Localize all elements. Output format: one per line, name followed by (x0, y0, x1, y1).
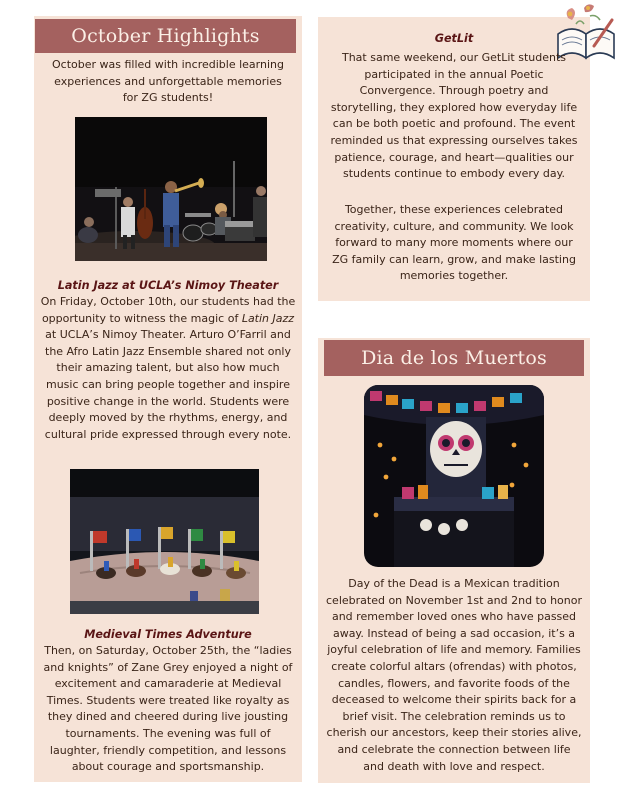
latin-jazz-emphasis: Latin Jazz (241, 311, 295, 325)
medieval-times-photo (70, 469, 259, 614)
day-of-the-dead-altar-photo (364, 385, 544, 567)
latin-jazz-heading: Latin Jazz at UCLA’s Nimoy Theater (57, 279, 279, 292)
getlit-body: That same weekend, our GetLit students participated in the annual Poetic Convergence. Through poetry and storytelling, they explored how everyday life can be both poetic and profound. The event reminded us that expressing ourselves takes patience, courage, and heart—qualities our students continue to embody every day. (330, 51, 578, 181)
latin-jazz-body-part2: at UCLA’s Nimoy Theater. Arturo O’Farril and the Afro Latin Jazz Ensemble shared not only their amazing talent, but also how much music can bring people together and inspire positive change in the world. Students were deeply moved by the rhythms, energy, and cultural pride expressed through every note. (44, 328, 292, 441)
dia-de-los-muertos-title: Dia de los Muertos (324, 340, 584, 376)
dia-de-los-muertos-body: Day of the Dead is a Mexican tradition celebrated on November 1st and 2nd to honor and remember loved ones who have passed away. Instead of being a sad occasion, it’s a joyful celebration of life and memory. Families create colorful altars (ofrendas) with photos, candles, flowers, and favorite foods of the deceased to welcome their spirits back for a brief visit. The celebration reminds us to cherish our ancestors, keep their stories alive, and celebrate the connection between life and death with love and respect. (326, 577, 583, 773)
medieval-times-heading: Medieval Times Adventure (84, 628, 252, 641)
latin-jazz-photo (75, 117, 267, 261)
october-highlights-title: October Highlights (35, 19, 296, 53)
october-intro: October was filled with incredible learning experiences and unforgettable memories for ZG students! (52, 58, 284, 105)
getlit-closing: Together, these experiences celebrated creativity, culture, and community. We look forward to many more moments where our ZG family can learn, grow, and make lasting memories together. (332, 203, 576, 283)
latin-jazz-body-part1: On Friday, October 10th, our students had the opportunity to witness the magic of (40, 295, 296, 325)
latin-jazz-body (40, 294, 296, 443)
getlit-heading: GetLit (434, 32, 474, 45)
medieval-times-body: Then, on Saturday, October 25th, the “ladies and knights” of Zane Grey enjoyed a night of excitement and camaraderie at Medieval Times. Students were treated like royalty as they dined and cheered during live jousting tournaments. The evening was full of laughter, friendly competition, and lessons about courage and sportsmanship. (43, 644, 293, 774)
